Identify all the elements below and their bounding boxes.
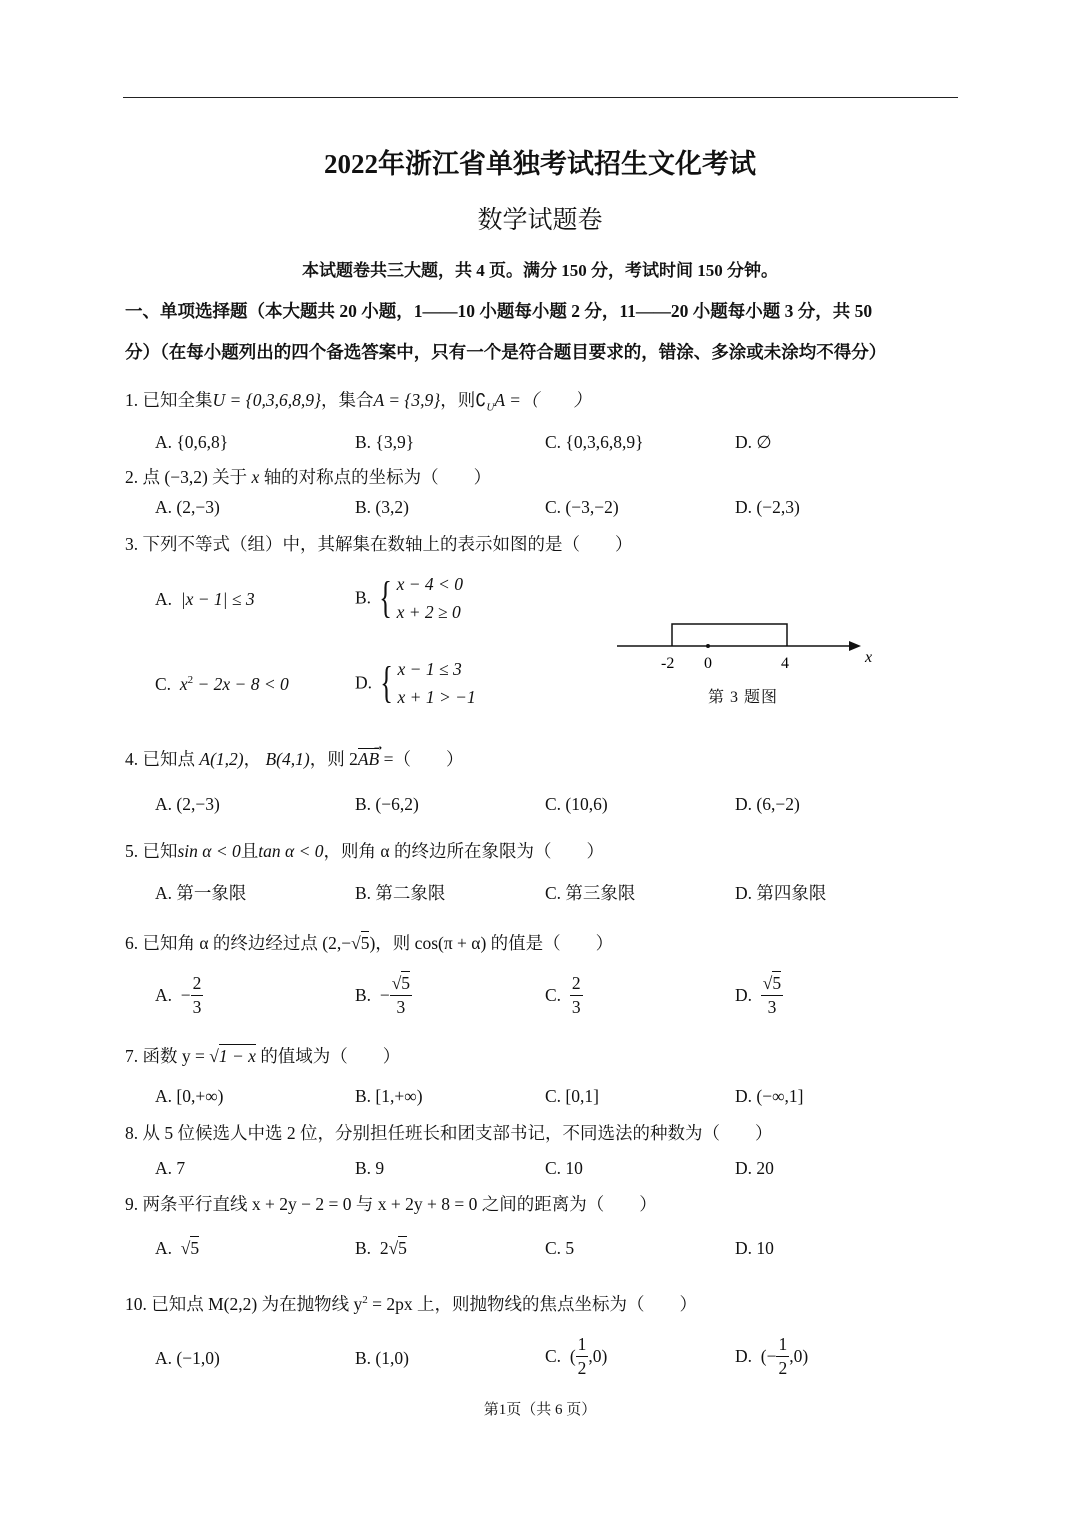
- q1-option-c: C. {0,3,6,8,9}: [545, 432, 644, 452]
- fraction: $\frac{2}{3}$: [571, 973, 581, 1017]
- q2-option-b: B. (3,2): [355, 497, 409, 517]
- solution-interval-bracket: [672, 624, 787, 646]
- q6-option-b: B. − $\frac{√5}{3}$: [355, 973, 411, 1017]
- q8-option-c: C. 10: [545, 1158, 583, 1178]
- q8-stem: 8. 从 5 位候选人中选 2 位，分别担任班长和团支部书记，不同选法的种数为（ ）: [125, 1123, 773, 1143]
- complement-symbol: ∁: [475, 390, 487, 410]
- exam-title: 2022年浙江省单独考试招生文化考试: [324, 149, 756, 179]
- q10-option-c: C. ( $\frac{1}{2}$ ,0): [545, 1334, 608, 1378]
- number-line-arrow: [849, 641, 861, 651]
- q7-stem: 7. 函数 y = √1 − x 的值域为（ ）: [125, 1046, 401, 1066]
- exam-subtitle: 数学试题卷: [477, 207, 603, 234]
- q5-option-d: D. 第四象限: [735, 883, 827, 903]
- section1-heading-line1: 一、单项选择题（本大题共 20 小题，1——10 小题每小题 2 分，11——20 小题每小题 3 分，共 50: [125, 301, 873, 321]
- q3-stem: 3. 下列不等式（组）中，其解集在数轴上的表示如图的是（ ）: [125, 534, 633, 554]
- q1-set-a: A = {3,9}: [373, 390, 441, 410]
- q1-set-u: U = {0,3,6,8,9}: [212, 390, 321, 410]
- q10-stem: 10. 已知点 M(2,2) 为在抛物线 $y^2 = 2px$ 上，则抛物线的焦点坐标为（ ）: [125, 1294, 697, 1314]
- q1-option-d: D. ∅: [735, 432, 772, 452]
- q4-option-c: C. (10,6): [545, 794, 608, 814]
- q9-option-d: D. 10: [735, 1238, 774, 1258]
- header-rule: [123, 97, 958, 98]
- q7-option-b: B. [1,+∞): [355, 1086, 423, 1106]
- q9-option-c: C. 5: [545, 1238, 575, 1258]
- q3-b-system: { x − 4 < 0 x + 2 ≥ 0: [379, 573, 463, 622]
- q1-stem: 1. 已知全集U = {0,3,6,8,9}，集合A = {3,9}，则$∁_UA$ =（ ）: [125, 390, 591, 414]
- vector-ab: ➝ AB: [357, 743, 383, 769]
- q3-option-c: C. $x^2 - 2x - 8 < 0$: [155, 674, 289, 694]
- q8-option-a: A. 7: [155, 1158, 186, 1178]
- q6-option-d: D. $\frac{√5}{3}$: [735, 973, 782, 1017]
- q2-option-c: C. (−3,−2): [545, 497, 619, 517]
- q6-stem: 6. 已知角 α 的终边经过点 (2,−√5)，则 cos(π + α) 的值是（ ）: [125, 933, 614, 953]
- q9-stem: 9. 两条平行直线 x + 2y − 2 = 0 与 x + 2y + 8 = 0 之间的距离为（ ）: [125, 1194, 657, 1214]
- q5-option-c: C. 第三象限: [545, 883, 636, 903]
- q4-option-b: B. (−6,2): [355, 794, 419, 814]
- q8-option-d: D. 20: [735, 1158, 774, 1178]
- q7-option-d: D. (−∞,1]: [735, 1086, 804, 1106]
- q3-figure-caption: 第 3 题图: [708, 689, 779, 706]
- fraction: $\frac{√5}{3}$: [391, 973, 411, 1017]
- page-footer: 第1页（共 6 页）: [483, 1402, 597, 1418]
- fraction: $\frac{1}{2}$: [577, 1334, 587, 1378]
- q8-option-b: B. 9: [355, 1158, 385, 1178]
- q5-option-b: B. 第二象限: [355, 883, 446, 903]
- q2-stem: 2. 点 (−3,2) 关于 x 轴的对称点的坐标为（ ）: [125, 467, 492, 487]
- q10-option-b: B. (1,0): [355, 1348, 409, 1368]
- q2-option-d: D. (−2,3): [735, 497, 800, 517]
- q3-option-d: D. { x − 1 ≤ 3 x + 1 > −1: [355, 655, 476, 711]
- q1-option-a: A. {0,6,8}: [155, 432, 229, 452]
- q3-option-a: A. |x − 1| ≤ 3: [155, 589, 255, 609]
- q10-option-d: D. (− $\frac{1}{2}$ ,0): [735, 1334, 809, 1378]
- q6-option-c: C. $\frac{2}{3}$: [545, 973, 581, 1017]
- q7-option-a: A. [0,+∞): [155, 1086, 224, 1106]
- q5-option-a: A. 第一象限: [155, 883, 247, 903]
- section1-heading-line2: 分）（在每小题列出的四个备选答案中，只有一个是符合题目要求的，错涂、多涂或未涂均不得分）: [125, 342, 887, 362]
- q4-option-a: A. (2,−3): [155, 794, 220, 814]
- fraction: $\frac{1}{2}$: [778, 1334, 788, 1378]
- tick-label-4: 4: [781, 655, 789, 672]
- fraction: $\frac{√5}{3}$: [762, 973, 782, 1017]
- q3-number-line-figure: [617, 622, 887, 680]
- axis-label-x: x: [865, 649, 873, 666]
- fraction: $\frac{2}{3}$: [192, 973, 202, 1017]
- q10-option-a: A. (−1,0): [155, 1348, 220, 1368]
- origin-point: [706, 644, 710, 648]
- q4-stem: 4. 已知点 A(1,2)， B(4,1)，则 2 ➝ AB =（ ）: [125, 743, 464, 769]
- q3-d-system: { x − 1 ≤ 3 x + 1 > −1: [380, 658, 476, 707]
- q7-option-c: C. [0,1]: [545, 1086, 599, 1106]
- q3-option-b: B. { x − 4 < 0 x + 2 ≥ 0: [355, 570, 463, 626]
- q6-option-a: A. − $\frac{2}{3}$: [155, 973, 202, 1017]
- q4-option-d: D. (6,−2): [735, 794, 800, 814]
- exam-note: 本试题卷共三大题，共 4 页。满分 150 分，考试时间 150 分钟。: [302, 261, 778, 280]
- tick-label-neg2: -2: [661, 655, 675, 672]
- q2-option-a: A. (2,−3): [155, 497, 220, 517]
- q9-option-b: B. 2√5: [355, 1238, 407, 1258]
- q1-option-b: B. {3,9}: [355, 432, 415, 452]
- tick-label-0: 0: [704, 655, 712, 672]
- q5-stem: 5. 已知sin α < 0且tan α < 0，则角 α 的终边所在象限为（ ）: [125, 841, 604, 861]
- q9-option-a: A. √5: [155, 1238, 200, 1258]
